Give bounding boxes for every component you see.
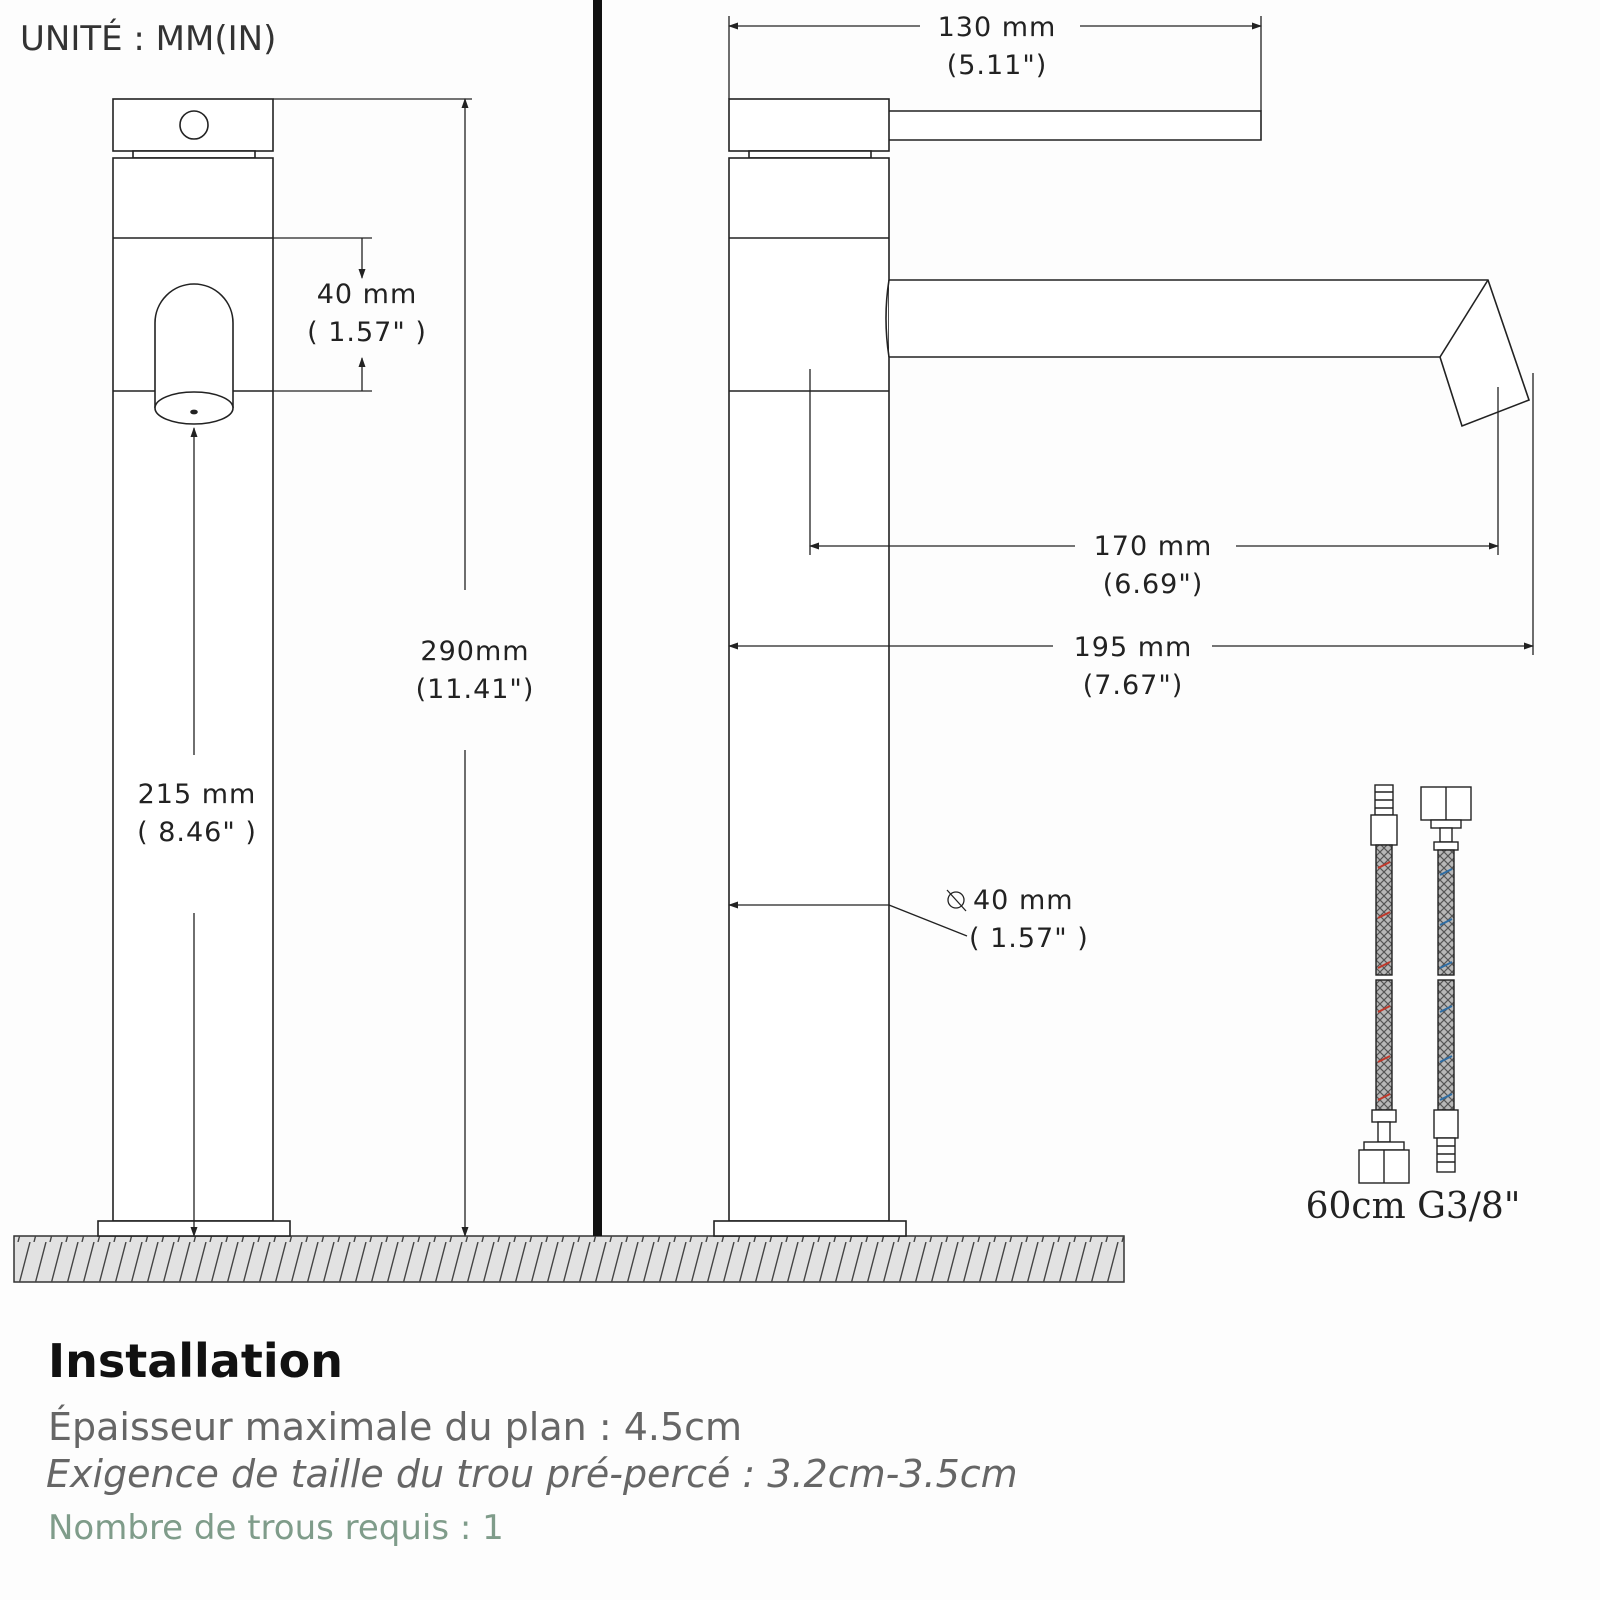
installation-holes-required: Nombre de trous requis : 1 — [48, 1508, 504, 1548]
dim-total-height-mm: 290mm — [420, 636, 530, 667]
view-divider — [593, 0, 602, 1236]
dim-spout-height-mm: 215 mm — [137, 779, 257, 810]
dim-total-depth-mm: 195 mm — [1073, 632, 1193, 663]
dim-spout-reach — [810, 369, 1498, 555]
dim-spout-height-in: ( 8.46" ) — [137, 817, 257, 848]
installation-max-thickness: Épaisseur maximale du plan : 4.5cm — [48, 1405, 743, 1449]
supply-hose-red — [1359, 785, 1409, 1183]
dim-diameter-in: ( 1.57" ) — [969, 923, 1089, 954]
installation-hole-size: Exigence de taille du trou pré-percé : 3.2cm-3.5cm — [46, 1452, 1018, 1496]
dim-handle-length-mm: 130 mm — [937, 12, 1057, 43]
dim-gap-in: ( 1.57" ) — [307, 317, 427, 348]
dim-total-height-in: (11.41") — [415, 674, 535, 705]
dim-handle-length-in: (5.11") — [946, 50, 1048, 81]
diameter-icon — [947, 890, 966, 911]
dim-spout-reach-mm: 170 mm — [1093, 531, 1213, 562]
unit-label: UNITÉ : MM(IN) — [20, 19, 277, 59]
hose-spec-label: 60cm G3/8" — [1305, 1186, 1521, 1227]
dim-spout-reach-in: (6.69") — [1102, 569, 1204, 600]
dim-total-height — [273, 99, 472, 1236]
supply-hose-blue — [1421, 787, 1471, 1172]
dim-diameter-mm: 40 mm — [973, 885, 1074, 916]
countertop-ground — [14, 1236, 1124, 1282]
installation-title: Installation — [48, 1334, 343, 1388]
faucet-side-view — [714, 99, 1529, 1236]
dim-total-depth-in: (7.67") — [1082, 670, 1184, 701]
dim-gap-mm: 40 mm — [316, 279, 418, 310]
dim-handle-to-spout — [273, 238, 372, 391]
